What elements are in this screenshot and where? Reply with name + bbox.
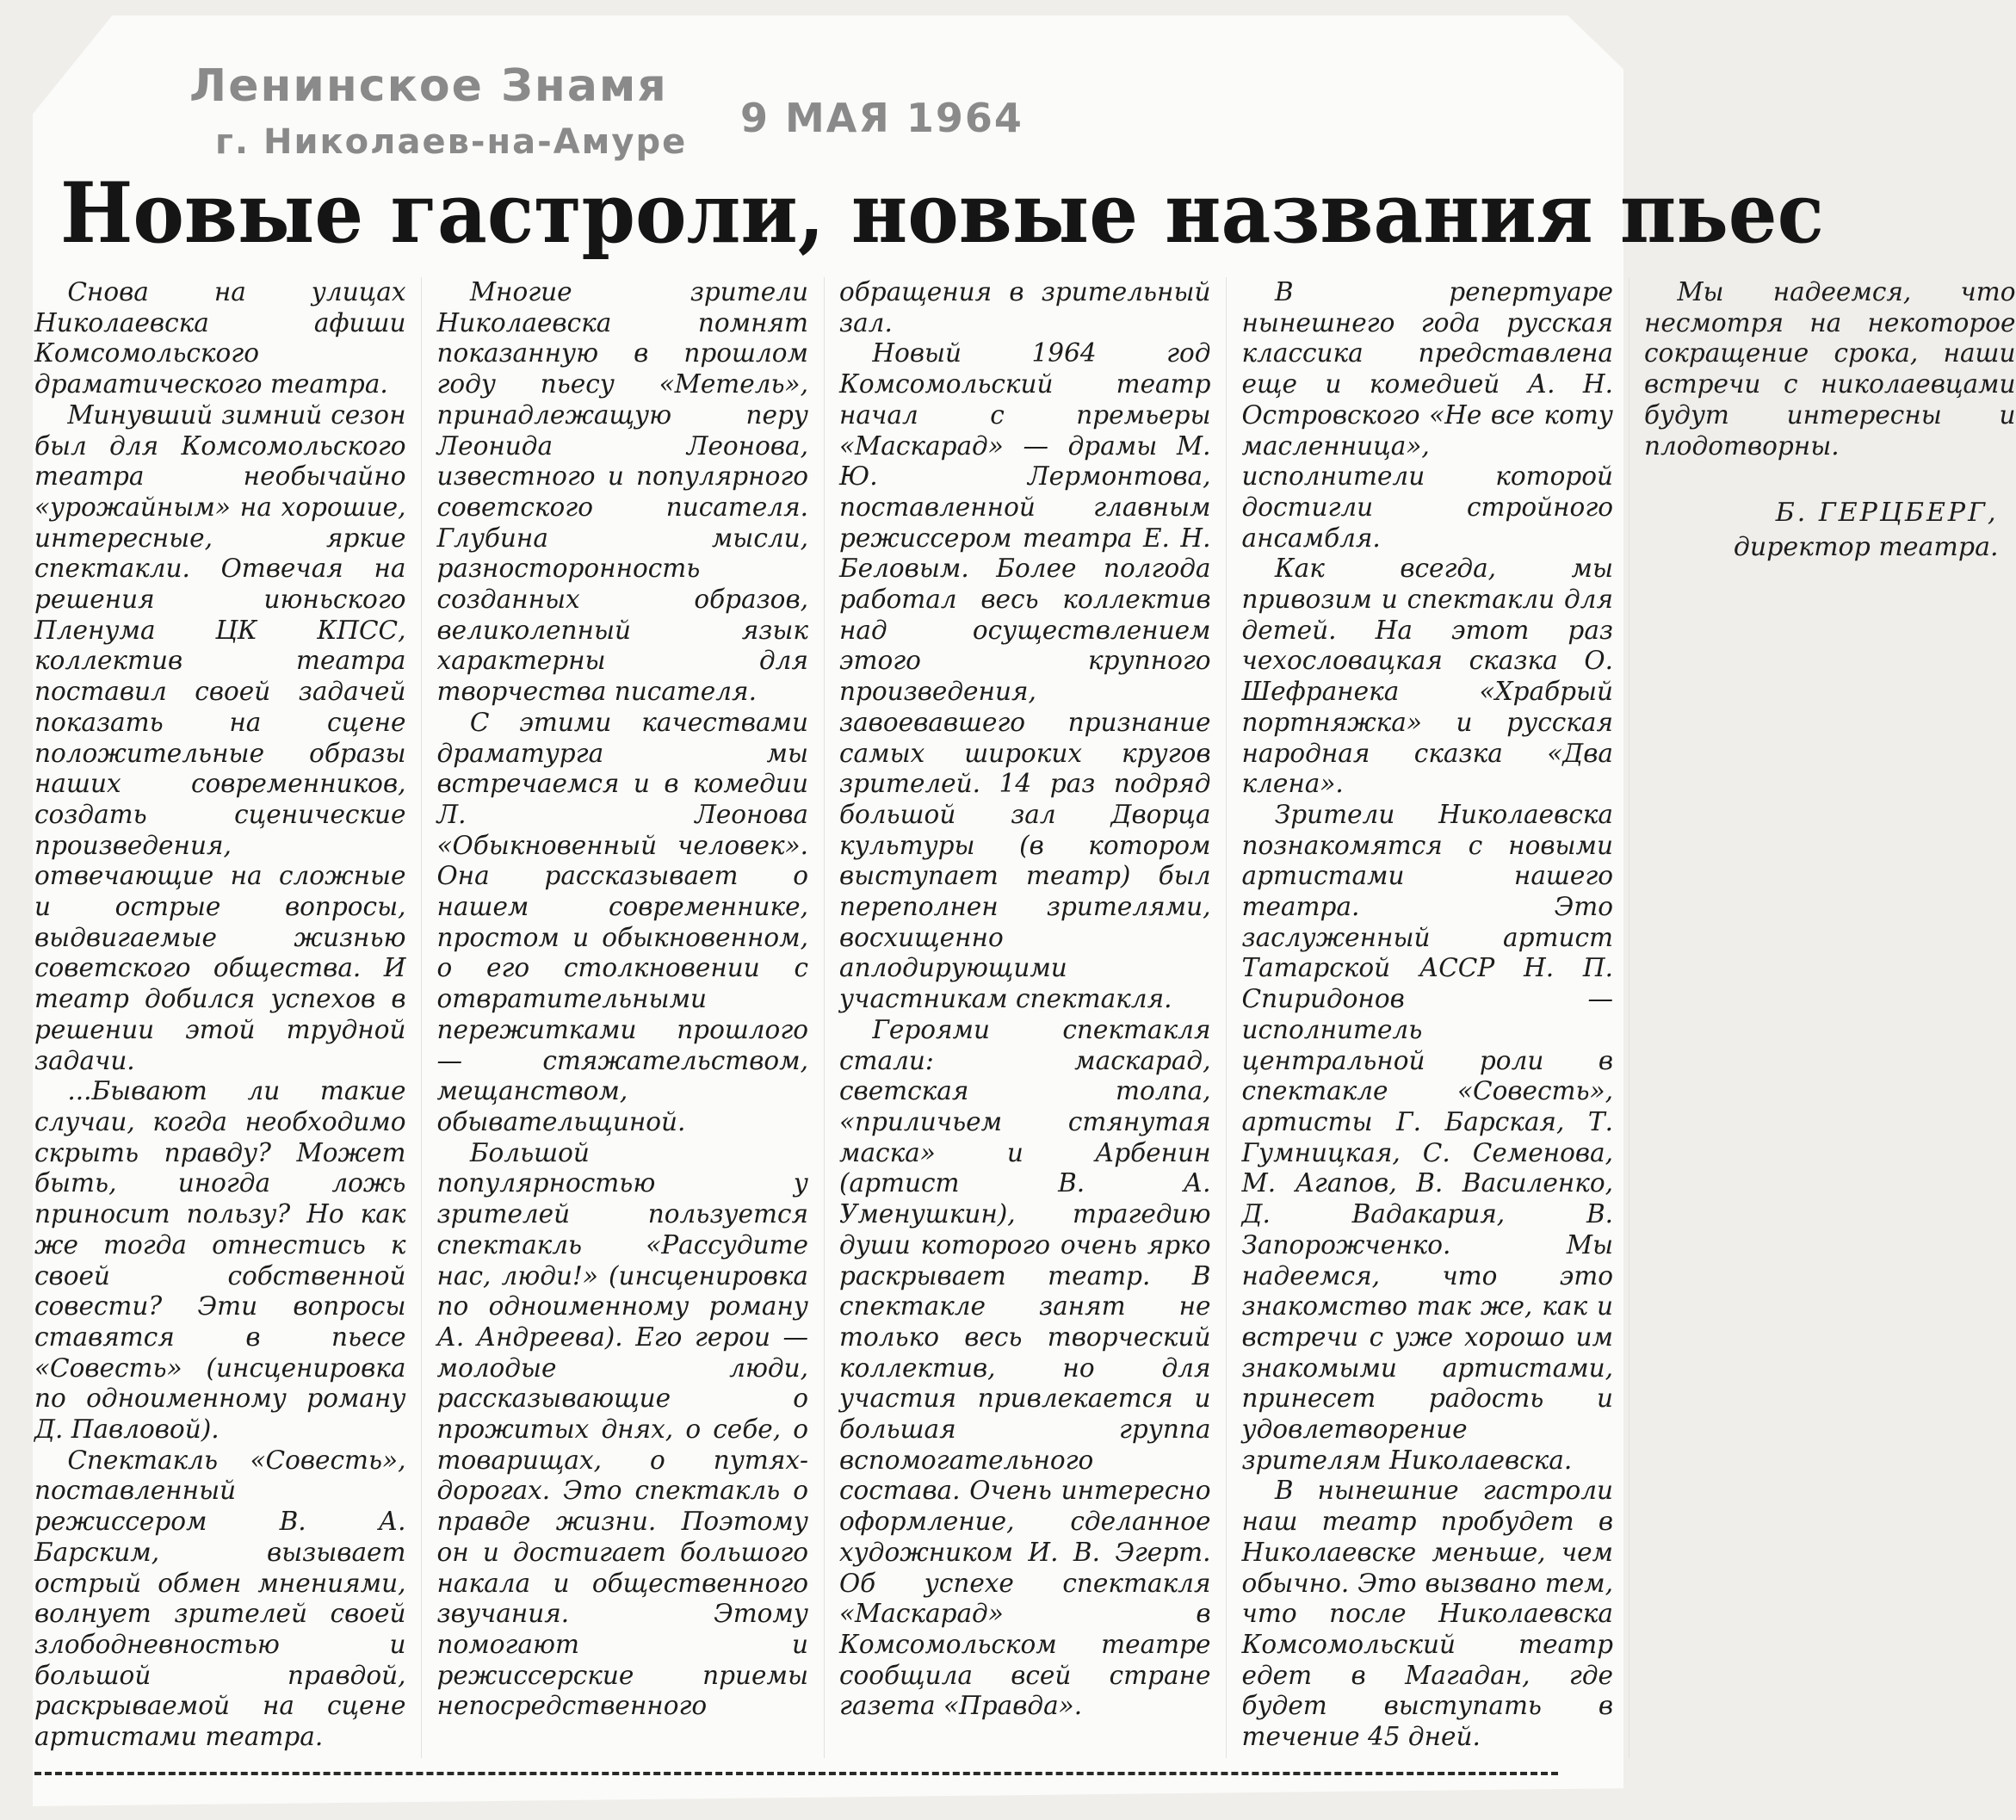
author-position: директор театра. [1733, 532, 1999, 563]
article-paragraph: Многие зрители Николаевска помнят показанную в прошлом году пьесу «Метель», принадлежащую перу Леонида Леонова, известного и популярного советского писателя. Глубина мысли, разносторонность созданных образов, великолепный язык характерны для творчества писателя. [436, 277, 808, 707]
article-paragraph: ...Бывают ли такие случаи, когда необходимо скрыть правду? Может быть, иногда ложь приносит пользу? Но как же тогда отнестись к своей собственной совести? Эти вопросы ставятся в пьесе «Совесть» (инсценировка по одноименному роману Д. Павловой). [34, 1076, 406, 1445]
article-paragraph: Зрители Николаевска познакомятся с новыми артистами нашего театра. Это заслуженный артист Татарской АССР Н. П. Спиридонов — исполнитель центральной роли в спектакле «Совесть», артисты Г. Барская, Т. Гумницкая, С. Семенова, М. Агапов, В. Василенко, Д. Вадакария, В. Запорожченко. Мы надеемся, что это знакомство так же, как и встречи с уже хорошо им знакомыми артистами, принесет радость и удовлетворение зрителям Николаевска. [1241, 799, 1613, 1475]
author-signature [1644, 496, 2016, 565]
article-paragraph: Героями спектакля стали: маскарад, светская толпа, «приличьем стянутая маска» и Арбенин (артист В. А. Уменушкин), трагедию души которого очень ярко раскрывает театр. В спектакле занят не только весь творческий коллектив, но для участия привлекается и большая группа вспомогательного состава. Очень интересно оформление, сделанное художником И. В. Эгерт. Об успехе спектакля «Маскарад» в Комсомольском театре сообщила всей стране газета «Правда». [839, 1014, 1211, 1721]
article-paragraph: Новый 1964 год Комсомольский театр начал с премьеры «Маскарад» — драмы М. Ю. Лермонтова, поставленной главным режиссером театра Е. Н. Беловым. Более полгода работал весь коллектив над осуществлением этого крупного произведения, завоевавшего признание самых широких кругов зрителей. 14 раз подряд большой зал Дворца культуры (в котором выступает театр) был переполнен зрителями, восхищенно аплодирующими участникам спектакля. [839, 338, 1211, 1014]
date-stamp: 9 МАЯ 1964 [740, 95, 1023, 141]
newspaper-name-stamp: Ленинское Знамя [189, 60, 668, 112]
article-paragraph: Как всегда, мы привозим и спектакли для детей. На этот раз чехословацкая сказка О. Шефранека «Храбрый портняжка» и русская народная сказка «Два клена». [1241, 554, 1613, 799]
article-paragraph: В нынешние гастроли наш театр пробудет в Николаевске меньше, чем обычно. Это вызвано тем, что после Николаевска Комсомольский театр едет в Магадан, где будет выступать в течение 45 дней. [1241, 1476, 1613, 1752]
article-paragraph: Мы надеемся, что несмотря на некоторое сокращение срока, наши встречи с николаевцами будут интересны и плодотворны. [1644, 277, 2016, 461]
article-paragraph: С этими качествами драматурга мы встречаемся и в комедии Л. Леонова «Обыкновенный человек». Она рассказывает о нашем современнике, простом и обыкновенном, о его столкновении с отвратительными пережитками прошлого — стяжательством, мещанством, обывательщиной. [436, 707, 808, 1136]
article-paragraph: Минувший зимний сезон был для Комсомольского театра необычайно «урожайным» на хорошие, интересные, яркие спектакли. Отвечая на решения июньского Пленума ЦК КПСС, коллектив театра поставил своей задачей показать на сцене положительные образы наших современников, создать сценические произведения, отвечающие на сложные и острые вопросы, выдвигаемые жизнью советского общества. И театр добился успехов в решении этой трудной задачи. [34, 399, 406, 1075]
city-stamp: г. Николаев-на-Амуре [215, 122, 688, 162]
bottom-dashed-rule [34, 1772, 1558, 1775]
article-paragraph: Спектакль «Совесть», поставленный режиссером В. А. Барским, вызывает острый обмен мнениями, волнует зрителей своей злободневностью и большой правдой, раскрываемой на сцене артистами театра. [34, 1445, 406, 1752]
author-name: Б. ГЕРЦБЕРГ, [1775, 498, 1999, 529]
article-paragraph: В репертуаре нынешнего года русская классика представлена еще и комедией А. Н. Островского «Не все коту масленница», исполнители которой достигли стройного ансамбля. [1241, 277, 1613, 553]
article-paragraph: Большой популярностью у зрителей пользуется спектакль «Рассудите нас, люди!» (инсценировка по одноименному роману А. Андреева). Его герои — молодые люди, рассказывающие о прожитых днях, о себе, о товарищах, о путях-дорогах. Это спектакль о правде жизни. Поэтому он и достигает большого накала и общественного звучания. Этому помогают и режиссерские приемы непосредственного обращения в зрительный зал. [436, 277, 1211, 1721]
article-headline: Новые гастроли, новые названия пьес [60, 164, 1824, 262]
article-paragraph: Снова на улицах Николаевска афиши Комсомольского драматического театра. [34, 277, 406, 399]
article-body [34, 277, 2016, 1758]
